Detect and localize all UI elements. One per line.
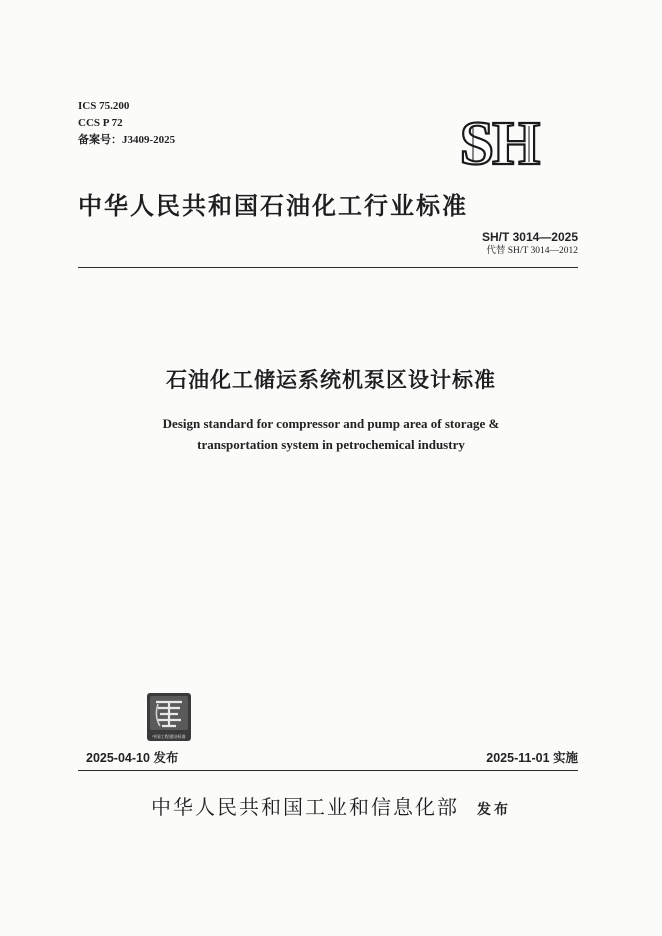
standard-category: 中华人民共和国石油化工行业标准	[78, 192, 468, 220]
publisher	[0, 791, 662, 820]
header-divider	[78, 267, 578, 268]
title-english	[0, 413, 662, 455]
title-chinese: 石油化工储运系统机泵区设计标准	[166, 368, 496, 392]
sh-logo	[433, 112, 565, 172]
title-english-line1: Design standard for compressor and pump area of storage &	[162, 416, 500, 431]
certification-seal	[146, 692, 192, 742]
implementation-date: 2025-11-01 实施	[486, 751, 578, 765]
ccs-code: CCS P 72	[78, 117, 123, 129]
standard-code-block	[482, 229, 578, 258]
classification-meta	[78, 98, 175, 149]
title-english-line2: transportation system in petrochemical industry	[197, 437, 465, 452]
replaces-code: 代替 SH/T 3014—2012	[486, 246, 578, 256]
standard-code: SH/T 3014—2025	[481, 230, 578, 244]
footer-divider	[78, 770, 578, 771]
publisher-org: 中华人民共和国工业和信息化部	[151, 795, 459, 819]
seal-text: 中国工程建设标准	[152, 734, 186, 739]
logo-text: SH	[459, 112, 539, 172]
ics-code: ICS 75.200	[78, 100, 130, 112]
publisher-action: 发布	[477, 802, 511, 818]
issue-date: 2025-04-10 发布	[86, 751, 179, 765]
record-number: 备案号：J3409-2025	[78, 134, 176, 146]
